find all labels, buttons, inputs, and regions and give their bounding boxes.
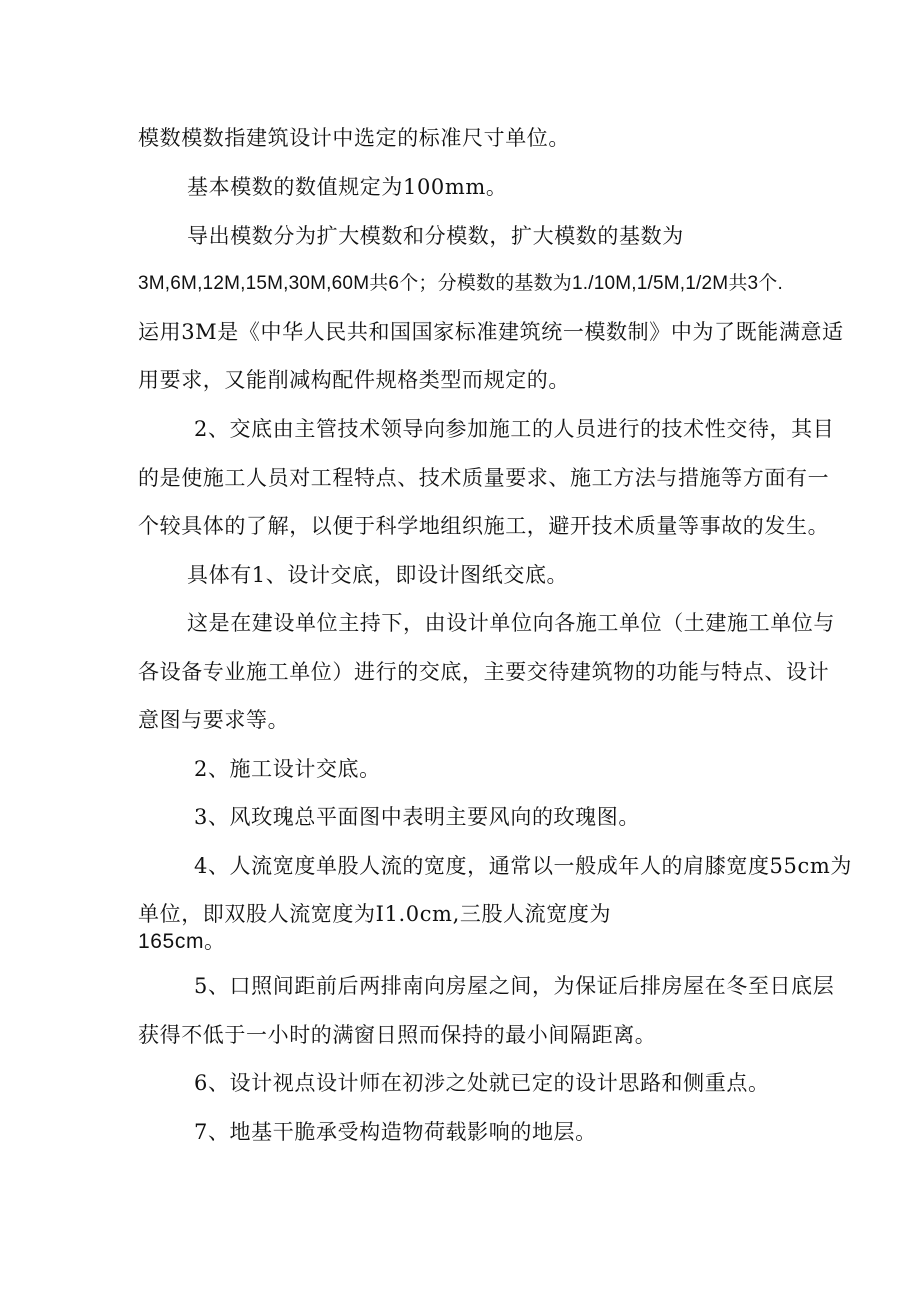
text-line-21: 6、设计视点设计师在初涉之处就已定的设计思路和侧重点。	[194, 1071, 770, 1095]
text-line-14: 2、施工设计交底。	[194, 757, 381, 781]
text-line-20: 获得不低于一小时的满窗日照而保持的最小间隔距离。	[138, 1023, 657, 1047]
text-line-6: 用要求，又能削减构配件规格类型而规定的。	[138, 368, 570, 392]
text-line-7: 2、交底由主管技术领导向参加施工的人员进行的技术性交待，其目	[194, 417, 835, 441]
text-line-9: 个较具体的了解，以便于科学地组织施工，避开技术质量等事故的发生。	[138, 514, 830, 538]
text-line-19: 5、口照间距前后两排南向房屋之间，为保证后排房屋在冬至日底层	[194, 974, 835, 998]
text-line-8: 的是使施工人员对工程特点、技术质量要求、施工方法与措施等方面有一	[138, 466, 830, 490]
text-line-15: 3、风玫瑰总平面图中表明主要风向的玫瑰图。	[194, 805, 640, 829]
text-line-1: 模数模数指建筑设计中选定的标准尺寸单位。	[138, 126, 570, 150]
text-line-11: 这是在建设单位主持下，由设计单位向各施工单位（土建施工单位与	[187, 611, 835, 635]
text-line-12: 各设备专业施工单位）进行的交底，主要交待建筑物的功能与特点、设计	[138, 660, 830, 684]
text-line-2: 基本模数的数值规定为100mm。	[187, 175, 508, 199]
text-line-16: 4、人流宽度单股人流的宽度，通常以一般成年人的肩膝宽度55cm为	[194, 854, 852, 878]
text-line-13: 意图与要求等。	[138, 708, 290, 732]
text-line-22: 7、地基干脆承受构造物荷载影响的地层。	[194, 1120, 597, 1144]
text-line-4: 3M,6M,12M,15M,30M,60M共6个；分模数的基数为1./10M,1/5M,1/2M共3个.	[138, 273, 783, 294]
text-line-17: 单位，即双股人流宽度为I1.0cm,三股人流宽度为	[138, 902, 612, 926]
text-line-5: 运用3M是《中华人民共和国国家标准建筑统一模数制》中为了既能满意适	[138, 320, 844, 344]
text-line-18: 165cm。	[138, 930, 226, 953]
text-line-10: 具体有1、设计交底，即设计图纸交底。	[187, 563, 569, 587]
text-line-3: 导出模数分为扩大模数和分模数，扩大模数的基数为	[187, 224, 684, 248]
